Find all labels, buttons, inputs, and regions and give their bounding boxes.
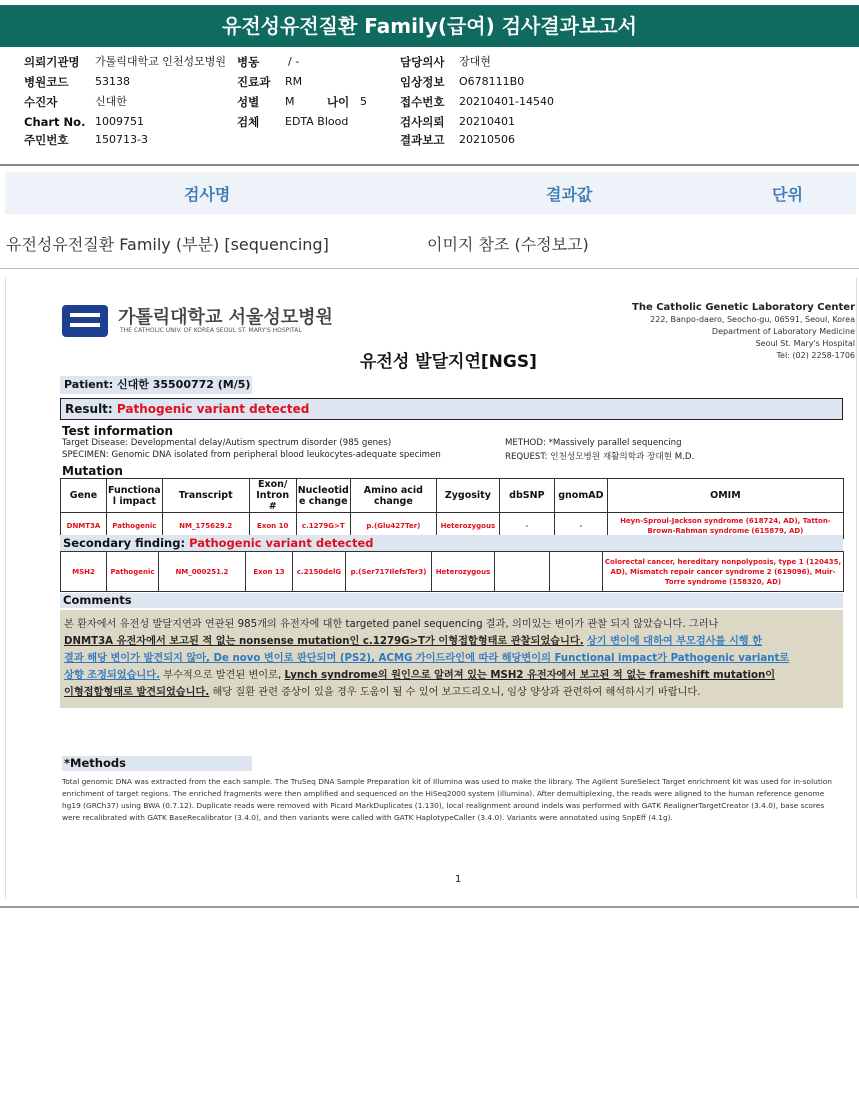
cell-exon: Exon 10 [249, 513, 296, 539]
col-nucleotide: Nucleotid e change [296, 479, 350, 513]
hospital-logo-icon [62, 305, 108, 337]
comment-text: 이형접합형태로 발견되었습니다. [64, 687, 210, 698]
comments-box [60, 610, 843, 708]
chart-value: 1009751 [95, 115, 144, 128]
info-row [0, 113, 859, 131]
mutation-title: Mutation [62, 464, 123, 478]
sex-value: M [285, 95, 295, 108]
comment-text: 해당 질환 관련 증상이 있을 경우 도움이 될 수 있어 보고드리오니, 임상 양상과 관련하여 해석하시기 바랍니다. [212, 687, 701, 698]
test-name-cell: 유전성유전질환 Family (부분) [sequencing] [6, 235, 329, 254]
cell-dbsnp: - [499, 513, 554, 539]
cell-impact: Pathogenic [107, 552, 159, 592]
doctor-label: 담당의사 [400, 55, 445, 69]
specimen-label: 검체 [237, 115, 260, 129]
cell-gene: DNMT3A [61, 513, 107, 539]
reception-value: 20210401-14540 [459, 95, 554, 108]
comment-text: 본 환자에서 유전성 발달지연과 연관된 985개의 유전자에 대한 targeted panel sequencing 결과, 의미있는 변이가 관찰 되지 않았습니다. 그러나 [64, 619, 719, 630]
col-exon: Exon/ Intron # [249, 479, 296, 513]
cell-exon: Exon 13 [246, 552, 293, 592]
report-title: 유전성유전질환 Family(급여) 검사결과보고서 [0, 5, 859, 47]
col-dbsnp: dbSNP [499, 479, 554, 513]
hospital-subtitle: THE CATHOLIC UNIV. OF KOREA SEOUL ST. MARY'S HOSPITAL [120, 327, 302, 334]
dept-value: RM [285, 75, 303, 88]
cell-transcript: NM_000251.2 [159, 552, 246, 592]
cell-nucleotide: c.2150delG [293, 552, 346, 592]
methods-title: *Methods [62, 756, 252, 771]
center-addr3: Seoul St. Mary's Hospital [755, 339, 855, 348]
reception-label: 접수번호 [400, 95, 445, 109]
clinical-value: O678111B0 [459, 75, 525, 88]
hosp-code-value: 53138 [95, 75, 130, 88]
secondary-finding-bar [60, 535, 843, 551]
col-gene: Gene [61, 479, 107, 513]
center-addr1: 222, Banpo-daero, Seocho-gu, 06591, Seoul, Korea [650, 315, 855, 324]
center-tel: Tel: (02) 2258-1706 [776, 351, 855, 360]
inst-label: 의뢰기관명 [24, 55, 80, 69]
clinical-label: 임상정보 [400, 75, 445, 89]
cell-gene: MSH2 [61, 552, 107, 592]
cell-zygosity: Heterozygous [436, 513, 499, 539]
ngs-report-title: 유전성 발달지연[NGS] [360, 352, 537, 372]
cell-omim: Heyn-Sproul-Jackson syndrome (618724, AD), Tatton-Brown-Rahman syndrome (615879, AD) [607, 513, 843, 539]
col-zygosity: Zygosity [436, 479, 499, 513]
chart-label: Chart No. [24, 115, 86, 129]
header-test-name: 검사명 [184, 185, 231, 204]
result-label: Result: [65, 402, 113, 416]
col-impact: Functiona l impact [107, 479, 163, 513]
secondary-label: Secondary finding: [63, 536, 186, 550]
patient-label: Patient: [64, 378, 114, 391]
patient-box [60, 376, 252, 394]
sex-label: 성별 [237, 95, 260, 109]
header-result: 결과값 [546, 185, 593, 204]
doctor-value: 장대현 [459, 55, 491, 68]
col-amino: Amino acid change [350, 479, 436, 513]
cell-amino: p.(Glu427Ter) [350, 513, 436, 539]
patient-label: 수진자 [24, 95, 58, 109]
center-name: The Catholic Genetic Laboratory Center [632, 302, 855, 313]
resident-value: 150713-3 [95, 133, 148, 146]
header-unit: 단위 [772, 185, 803, 204]
comment-text: 상기 변이에 대하여 부모검사를 시행 한 [586, 636, 763, 647]
secondary-value: Pathogenic variant detected [189, 536, 374, 550]
result-box [60, 398, 843, 420]
table-header-row [61, 479, 844, 513]
info-row [0, 93, 859, 111]
ward-value: / - [288, 55, 300, 68]
cell-zygosity: Heterozygous [432, 552, 495, 592]
divider [0, 906, 859, 908]
target-disease: Target Disease: Developmental delay/Autism spectrum disorder (985 genes) [62, 438, 392, 448]
hosp-code-label: 병원코드 [24, 75, 69, 89]
col-transcript: Transcript [162, 479, 249, 513]
center-address [632, 302, 855, 362]
info-row [0, 53, 859, 71]
dept-label: 진료과 [237, 75, 271, 89]
specimen-value: EDTA Blood [285, 115, 349, 128]
cell-nucleotide: c.1279G>T [296, 513, 350, 539]
comment-text: Lynch syndrome의 원인으로 알려져 있는 MSH2 유전자에서 보고된 적 없는 frameshift mutation이 [284, 670, 776, 681]
request-text: REQUEST: 인천성모병원 재활의학과 장대현 M.D. [505, 452, 695, 462]
report-date-value: 20210506 [459, 133, 515, 146]
mutation-table [60, 478, 844, 539]
comment-text: 결과 해당 변이가 발견되지 않아, De novo 변이로 판단되며 (PS2), ACMG 가이드라인에 따라 해당변이의 Functional impact가 Pathogenic variant로 [64, 653, 790, 664]
secondary-table [60, 551, 844, 592]
test-info-title: Test information [62, 424, 174, 438]
age-label: 나이 [327, 95, 350, 109]
resident-label: 주민번호 [24, 133, 69, 147]
comment-text: 부수적으로 발견된 변이로, [163, 670, 282, 681]
cell-omim: Colorectal cancer, hereditary nonpolyposis, type 1 (120435, AD), Mismatch repair cancer syndrome 2 (619096), Muir-Torre syndrome (158320, AD) [603, 552, 844, 592]
request-label: 검사의뢰 [400, 115, 445, 129]
divider [0, 164, 859, 166]
patient-value: 신대한 35500772 (M/5) [117, 378, 251, 391]
info-row [0, 73, 859, 91]
age-value: 5 [360, 95, 367, 108]
info-row [0, 131, 859, 149]
divider [0, 268, 859, 269]
col-omim: OMIM [607, 479, 843, 513]
table-row [61, 552, 844, 592]
methods-text: Total genomic DNA was extracted from the each sample. The TruSeq DNA Sample Preparation kit of Illumina was used to make the library. The Agilent SureSelect Target enrichment kit was used for in-solution enrichment of target regions. The enriched fragments were then amplified and sequenced on the HiSeq2000 system (illumina). After demultiplexing, the reads were aligned to the human reference genome hg19 (GRCh37) using BWA (0.7.12). Duplicate reads were removed with Picard MarkDuplicates (1.130), local realignment around indels was performed with GATK RealignerTargetCreator (3.4.0), base scores were recalibrated with GATK BaseRecalibrator (3.4.0), and then variants were called with GATK HaplotypeCaller (3.4.0). Variants were annotated using SnpEff (4.1g). [62, 777, 832, 822]
request-value: 20210401 [459, 115, 515, 128]
cell-gnomad [550, 552, 603, 592]
hospital-name: 가톨릭대학교 서울성모병원 [118, 307, 333, 328]
page-number: 1 [455, 874, 462, 885]
cell-dbsnp [495, 552, 550, 592]
cell-impact: Pathogenic [107, 513, 163, 539]
patient-info-section [0, 53, 859, 163]
result-value: Pathogenic variant detected [116, 402, 310, 416]
patient-value: 신대한 [95, 95, 127, 108]
ward-label: 병동 [237, 55, 260, 69]
report-date-label: 결과보고 [400, 133, 445, 147]
comment-text: 상향 조정되었습니다. [64, 670, 160, 681]
specimen-text: SPECIMEN: Genomic DNA isolated from peripheral blood leukocytes-adequate specimen [62, 450, 441, 460]
result-cell: 이미지 참조 (수정보고) [427, 235, 589, 254]
inst-value: 가톨릭대학교 인천성모병원 [95, 55, 227, 68]
cell-transcript: NM_175629.2 [162, 513, 249, 539]
cell-amino: p.(Ser717IlefsTer3) [346, 552, 432, 592]
col-gnomad: gnomAD [554, 479, 607, 513]
comments-title: Comments [60, 593, 843, 608]
comment-text: DNMT3A 유전자에서 보고된 적 없는 nonsense mutation인 c.1279G>T가 이형접합형태로 관찰되었습니다. [64, 636, 584, 647]
center-addr2: Department of Laboratory Medicine [711, 327, 855, 336]
method-text: METHOD: *Massively parallel sequencing [505, 438, 682, 448]
table-header-bar [5, 172, 856, 214]
cell-gnomad: - [554, 513, 607, 539]
